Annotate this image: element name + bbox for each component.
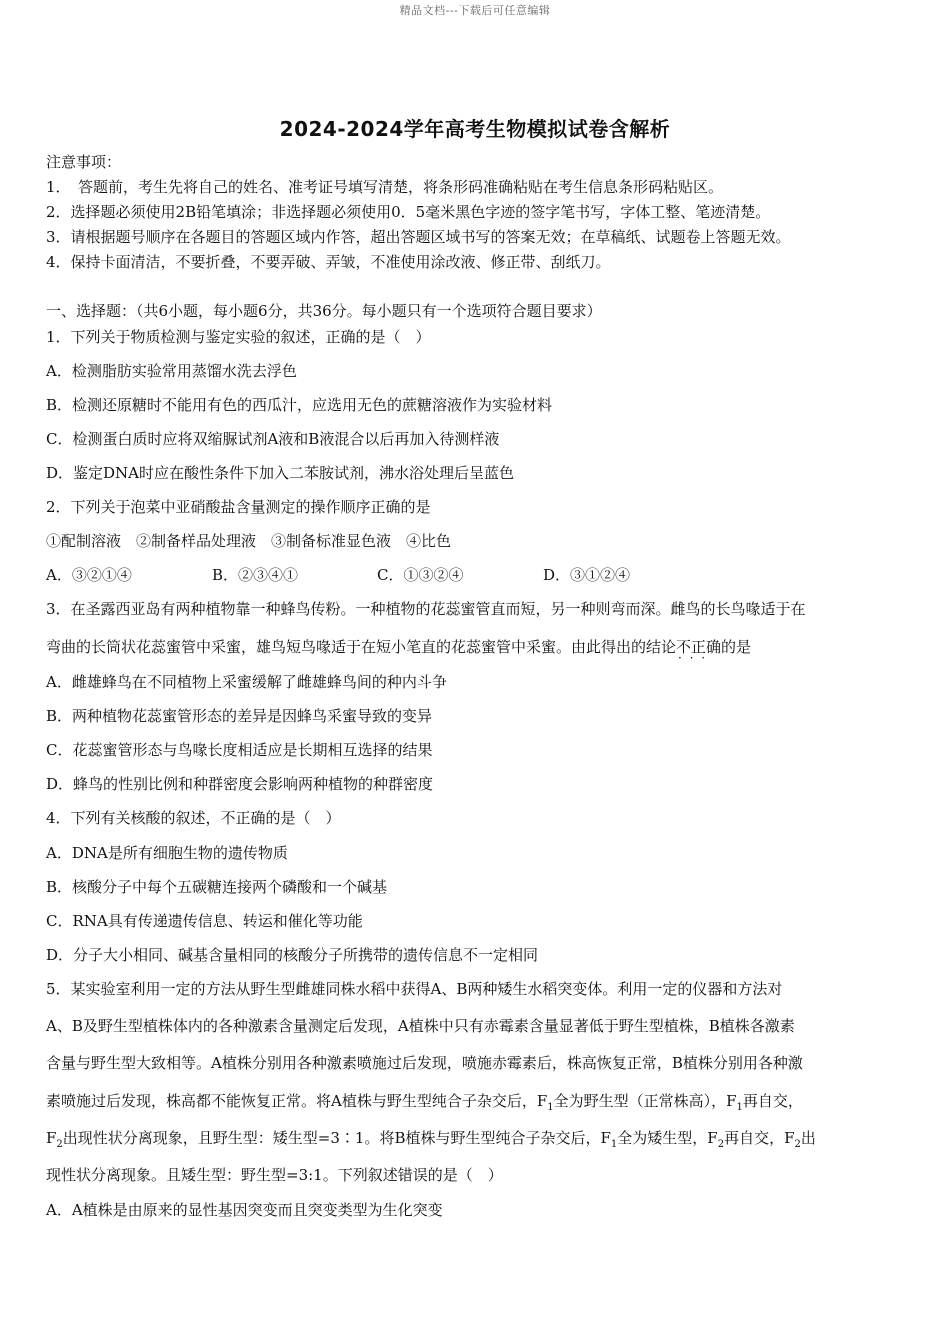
section-heading: 一、选择题：（共6小题，每小题6分，共36分。每小题只有一个选项符合题目要求）: [46, 302, 602, 320]
subscript: 1: [610, 1139, 618, 1150]
q5-text: F: [46, 1129, 57, 1147]
q3-option-a: A．雌雄蜂鸟在不同植物上采蜜缓解了雌雄蜂鸟间的种内斗争: [46, 673, 447, 691]
q3-stem-line: 3．在圣露西亚岛有两种植物靠一种蜂鸟传粉。一种植物的花蕊蜜管直而短，另一种则弯而深。雌鸟的长鸟喙适于在: [46, 600, 806, 618]
q1-stem: 1．下列关于物质检测与鉴定实验的叙述，正确的是（ ）: [46, 328, 431, 346]
q5-text: 再自交，F: [724, 1129, 795, 1147]
q5-stem-line: A、B及野生型植株体内的各种激素含量测定后发现，A植株中只有赤霉素含量显著低于野生型植株，B植株各激素: [46, 1017, 795, 1035]
q1-option-d: D．鉴定DNA时应在酸性条件下加入二苯胺试剂，沸水浴处理后呈蓝色: [46, 464, 515, 482]
q4-option-c: C．RNA具有传递遗传信息、转运和催化等功能: [46, 912, 363, 930]
q2-stem: 2．下列关于泡菜中亚硝酸盐含量测定的操作顺序正确的是: [46, 498, 431, 516]
q5-stem-line: 现性状分离现象。且矮生型：野生型=3:1。下列叙述错误的是（ ）: [46, 1166, 503, 1184]
notice-item: 2．选择题必须使用2B铅笔填涂；非选择题必须使用0．5毫米黑色字迹的签字笔书写，字体工整、笔迹清楚。: [46, 203, 771, 221]
subscript: 1: [547, 1102, 554, 1113]
q2-option-a: A．③②①④: [46, 566, 132, 584]
q5-option-a: A．A植株是由原来的显性基因突变而且突变类型为生化突变: [46, 1201, 443, 1219]
q4-stem: 4．下列有关核酸的叙述，不正确的是（ ）: [46, 809, 341, 827]
notice-item: 3．请根据题号顺序在各题目的答题区域内作答，超出答题区域书写的答案无效；在草稿纸、试题卷上答题无效。: [46, 228, 791, 246]
q5-text: 出现性状分离现象，且野生型：矮生型=3∶1。将B植株与野生型纯合子杂交后，F: [62, 1129, 611, 1147]
subscript: 2: [717, 1139, 725, 1150]
q2-option-b: B．②③④①: [212, 566, 299, 584]
subscript: 1: [736, 1102, 743, 1113]
q5-text: 素喷施过后发现，株高都不能恢复正常。将A植株与野生型纯合子杂交后，F: [46, 1092, 548, 1110]
q1-option-c: C．检测蛋白质时应将双缩脲试剂A液和B液混合以后再加入待测样液: [46, 430, 500, 448]
q5-stem-line: [46, 1128, 906, 1155]
page-title: 2024-2024学年高考生物模拟试卷含解析: [279, 117, 671, 141]
notice-item: 1． 答题前，考生先将自己的姓名、准考证号填写清楚，将条形码准确粘贴在考生信息条形码粘贴区。: [46, 178, 724, 196]
q3-option-b: B．两种植物花蕊蜜管形态的差异是因蜂鸟采蜜导致的变异: [46, 707, 433, 725]
q3-emphasis: 不正确 · · ·: [676, 638, 721, 656]
q2-option-c: C．①③②④: [377, 566, 464, 584]
header-note: 精品文档---下载后可任意编辑: [399, 4, 551, 17]
subscript: 2: [794, 1139, 801, 1150]
q5-stem-line: 5．某实验室利用一定的方法从野生型雌雄同株水稻中获得A、B两种矮生水稻突变体。利用一定的仪器和方法对: [46, 980, 783, 998]
q5-text: 出: [800, 1129, 816, 1147]
q5-text: 全为野生型（正常株高），F: [553, 1092, 737, 1110]
q5-stem-line: 含量与野生型大致相等。A植株分别用各种激素喷施过后发现，喷施赤霉素后，株高恢复正常，B植株分别用各种激: [46, 1054, 803, 1072]
q3-stem-text: 的是: [721, 638, 752, 656]
q3-stem-line: [46, 637, 906, 657]
subscript: 2: [56, 1139, 63, 1150]
q5-stem-line: [46, 1091, 906, 1118]
q5-text: 再自交，: [742, 1092, 803, 1110]
notice-heading: 注意事项：: [46, 153, 122, 171]
q3-stem-text: 弯曲的长筒状花蕊蜜管中采蜜，雄鸟短鸟喙适于在短小笔直的花蕊蜜管中采蜜。由此得出的结论: [46, 638, 677, 656]
notice-item: 4．保持卡面清洁，不要折叠，不要弄破、弄皱，不准使用涂改液、修正带、刮纸刀。: [46, 253, 611, 271]
q4-option-b: B．核酸分子中每个五碳糖连接两个磷酸和一个碱基: [46, 878, 388, 896]
q2-options: [46, 565, 906, 585]
q2-option-d: D．③①②④: [543, 566, 631, 584]
q2-steps: ①配制溶液 ②制备样品处理液 ③制备标准显色液 ④比色: [46, 532, 452, 550]
q4-option-a: A．DNA是所有细胞生物的遗传物质: [46, 844, 288, 862]
q5-text: 全为矮生型，F: [617, 1129, 718, 1147]
q4-option-d: D．分子大小相同、碱基含量相同的核酸分子所携带的遗传信息不一定相同: [46, 946, 539, 964]
q1-option-b: B．检测还原糖时不能用有色的西瓜汁，应选用无色的蔗糖溶液作为实验材料: [46, 396, 553, 414]
q3-option-c: C．花蕊蜜管形态与鸟喙长度相适应是长期相互选择的结果: [46, 741, 433, 759]
q1-option-a: A．检测脂肪实验常用蒸馏水洗去浮色: [46, 362, 297, 380]
q3-option-d: D．蜂鸟的性别比例和种群密度会影响两种植物的种群密度: [46, 775, 434, 793]
